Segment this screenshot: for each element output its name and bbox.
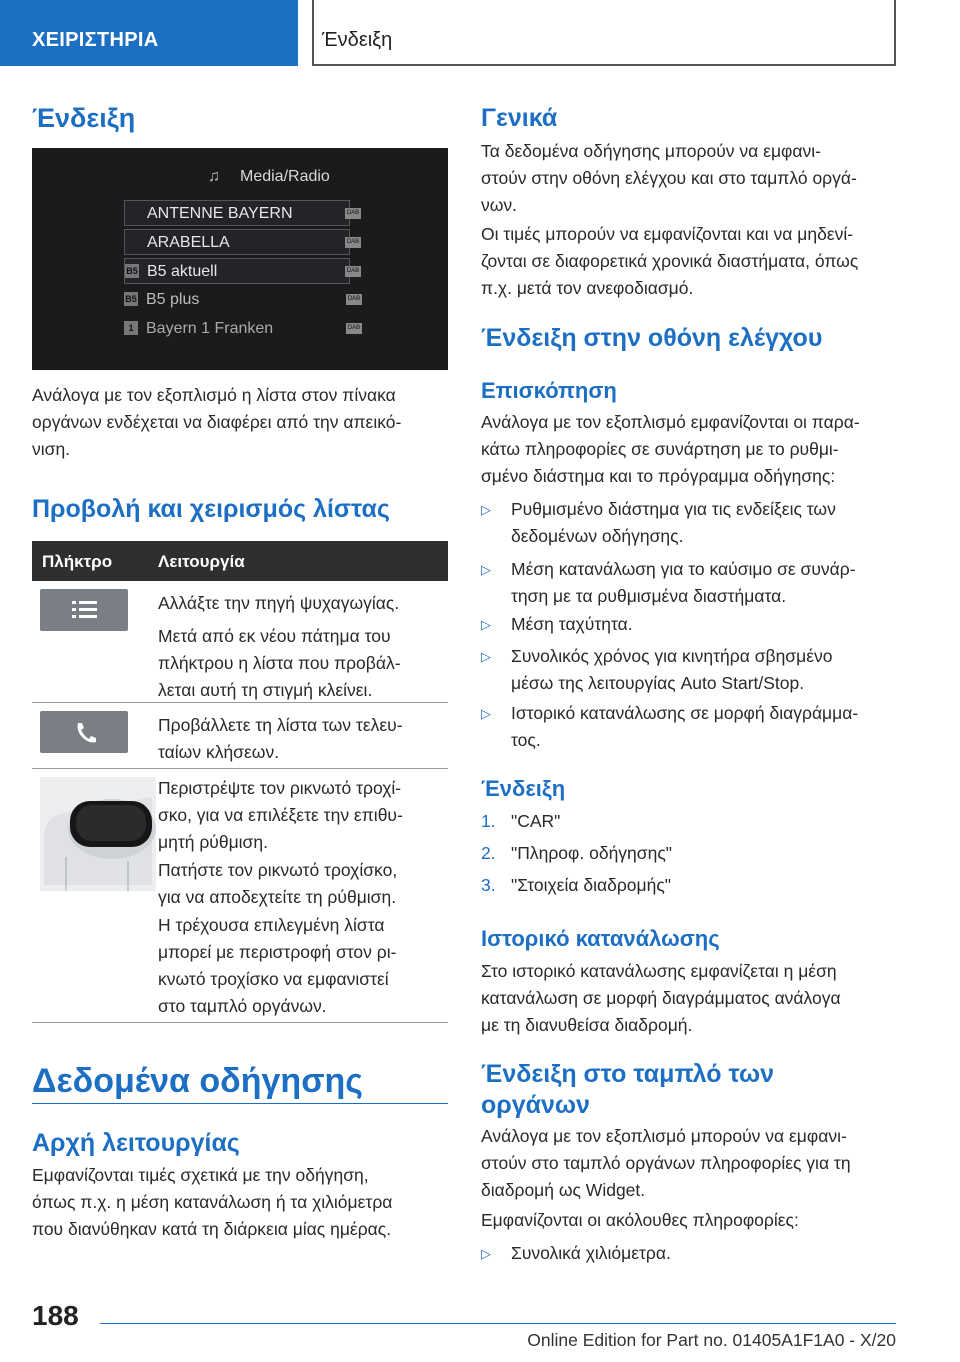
controller-knob-icon <box>40 777 156 891</box>
media-source-icon: ♫ <box>208 168 220 185</box>
footer-edition: Online Edition for Part no. 01405A1F1A0 - X/20 <box>100 1323 896 1351</box>
station-name: ANTENNE BAYERN <box>147 205 293 222</box>
table-row: Η τρέχουσα επιλεγμένη λίστα μπορεί με περιστροφή στον ρι- κνωτό τροχίσκο να εμφανιστεί στο ταμπλό οργάνων. <box>158 915 397 1016</box>
station-row <box>124 287 361 313</box>
phone-icon <box>40 711 128 753</box>
station-logo-icon: B5 <box>125 294 137 304</box>
screen-caption: Ανάλογα με τον εξοπλισμό η λίστα στον πίνακα οργάνων ενδέχεται να διαφέρει από την απεικό- νιση. <box>32 385 402 459</box>
overview-title: Επισκόπηση <box>481 378 617 403</box>
overview-text: Ανάλογα με τον εξοπλισμό εμφανίζονται οι παρα- κάτω πληροφορίες σε συνάρτηση με το ρυθμι- σμένο διάστημα και το πρόγραμμα οδήγησης: <box>481 412 860 486</box>
station-row <box>124 229 360 255</box>
menu-button <box>40 589 128 631</box>
station-logo-icon: 1 <box>124 321 138 335</box>
principle-text: Εμφανίζονται τιμές σχετικά με την οδήγηση, όπως π.χ. η μέση κατανάλωση ή τα χιλιόμετρα που διανύθηκαν κατά τη διάρκεια μίας ημέρας. <box>32 1165 393 1239</box>
table-header <box>32 541 448 581</box>
col-function: Λειτουργία <box>158 552 245 571</box>
station-name: B5 aktuell <box>147 263 218 280</box>
control-display-title: Ένδειξη στην οθόνη ελέγχου <box>481 324 823 352</box>
step-text: "Στοιχεία διαδρομής" <box>511 875 671 895</box>
instrument-cluster-text-2: Εμφανίζονται οι ακόλουθες πληροφορίες: <box>481 1210 799 1230</box>
table-row: Αλλάξτε την πηγή ψυχαγωγίας. <box>158 593 400 613</box>
dab-icon: DAB <box>346 294 362 305</box>
chapter-tab: Ένδειξη <box>312 0 896 66</box>
station-row <box>124 316 361 342</box>
general-text-2: Οι τιμές μπορούν να εμφανίζονται και να μηδενί- ζονται σε διαφορετικά χρονικά διαστήματα, όπως π.χ. μετά τον ανεφοδιασμό. <box>481 224 859 298</box>
table-row: Περιστρέψτε τον ρικνωτό τροχί- σκο, για να επιλέξετε την επιθυ- μητή ρύθμιση. <box>158 778 403 852</box>
title-rule <box>32 1103 448 1104</box>
phone-button <box>40 711 128 753</box>
section-tab: ΧΕΙΡΙΣΤΗΡΙΑ <box>0 0 298 66</box>
step-number: 1. <box>481 811 496 831</box>
page-header <box>0 0 960 66</box>
general-title: Γενικά <box>481 104 558 132</box>
dab-icon: DAB <box>345 237 361 248</box>
row-divider <box>32 702 448 703</box>
triangle-bullet-icon: ▷ <box>481 562 491 577</box>
row-divider <box>32 768 448 769</box>
step-number: 2. <box>481 843 496 863</box>
triangle-bullet-icon: ▷ <box>481 502 491 517</box>
col-key: Πλήκτρο <box>42 552 113 571</box>
station-name: ARABELLA <box>147 234 230 251</box>
history-text: Στο ιστορικό κατανάλωσης εμφανίζεται η μέση κατανάλωση σε μορφή διαγράμματος ανάλογα με τη διανυθείσα διαδρομή. <box>481 961 841 1035</box>
instrument-cluster-title: Ένδειξη στο ταμπλό των οργάνων <box>481 1060 774 1119</box>
triangle-bullet-icon: ▷ <box>481 649 491 664</box>
station-name: B5 plus <box>146 291 200 308</box>
table-row: Μετά από εκ νέου πάτημα του πλήκτρου η λίστα που προβάλ- λεται αυτή τη στιγμή κλείνει. <box>158 626 401 700</box>
principle-title: Αρχή λειτουργίας <box>32 1129 240 1157</box>
step-text: "Πληροφ. οδήγησης" <box>511 843 672 863</box>
table-row: Προβάλλετε τη λίστα των τελευ- ταίων κλήσεων. <box>158 715 403 762</box>
row-divider <box>32 1022 448 1023</box>
general-text-1: Τα δεδομένα οδήγησης μπορούν να εμφανι- στούν στην οθόνη ελέγχου και στο ταμπλό οργά- νων. <box>481 141 857 215</box>
dab-icon: DAB <box>345 266 361 277</box>
triangle-bullet-icon: ▷ <box>481 706 491 721</box>
display-steps-title: Ένδειξη <box>481 776 566 801</box>
list-icon <box>40 589 128 631</box>
station-logo-icon: B5 <box>126 266 138 276</box>
display-heading: Ένδειξη <box>32 103 136 133</box>
station-row <box>124 200 360 226</box>
instrument-cluster-text-1: Ανάλογα με τον εξοπλισμό μπορούν να εμφανι- στούν στο ταμπλό οργάνων πληροφορίες για τη διαδρομή ως Widget. <box>481 1126 851 1200</box>
dab-icon: DAB <box>345 208 361 219</box>
page-number: 188 <box>32 1300 79 1331</box>
media-radio-screenshot <box>32 148 448 370</box>
triangle-bullet-icon: ▷ <box>481 1246 491 1261</box>
driving-data-title: Δεδομένα οδήγησης <box>32 1062 363 1100</box>
step-number: 3. <box>481 875 496 895</box>
table-row: Πατήστε τον ρικνωτό τροχίσκο, για να αποδεχτείτε τη ρύθμιση. <box>158 860 398 907</box>
list-section-title: Προβολή και χειρισμός λίστας <box>32 495 390 523</box>
dab-icon: DAB <box>346 323 362 334</box>
controller-knob-image <box>40 777 156 891</box>
station-name: Bayern 1 Franken <box>146 320 274 337</box>
history-title: Ιστορικό κατανάλωσης <box>481 926 720 951</box>
station-row <box>124 258 360 284</box>
step-text: "CAR" <box>511 811 561 831</box>
screen-title: Media/Radio <box>240 168 330 185</box>
triangle-bullet-icon: ▷ <box>481 617 491 632</box>
